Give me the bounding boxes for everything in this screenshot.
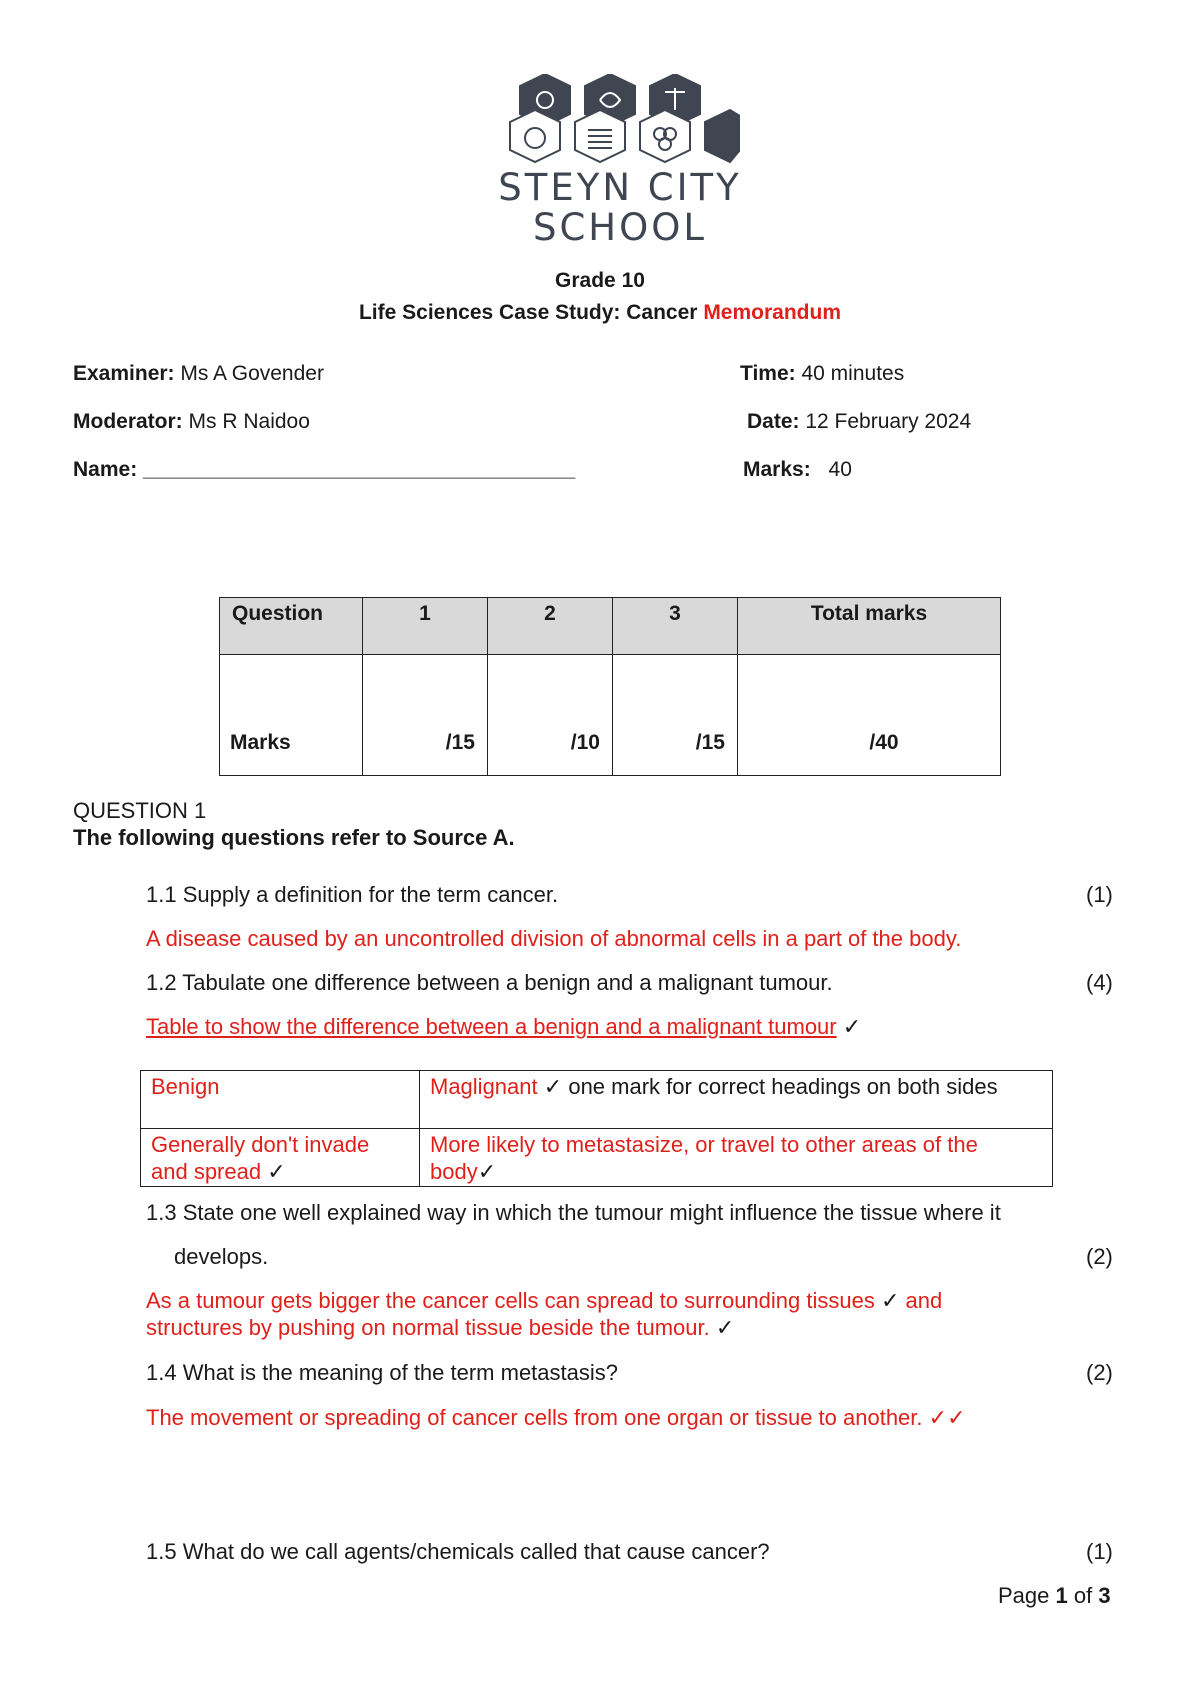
moderator-row [73,409,310,435]
tick-icon: ✓ [715,1315,735,1340]
benign-malignant-table [140,1070,1053,1187]
marks-q2: /10 [488,655,613,776]
bm-benign-trait: Generally don't invade and spread [151,1132,370,1184]
school-logo [500,74,740,254]
table-header-total: Total marks [738,598,1001,655]
a1-4-row [146,1404,966,1431]
page-word: Page [998,1583,1050,1608]
marks-q3: /15 [613,655,738,776]
tick-icon: ✓ [267,1159,286,1184]
date-value: 12 February 2024 [805,410,972,433]
tick-icon: ✓ [477,1159,497,1184]
bm-benign-heading: Benign [141,1071,420,1129]
memo-label: Memorandum [703,301,841,324]
marks-q1: /15 [363,655,488,776]
q1-1-marks: (1) [1086,882,1113,907]
tick-icon: ✓ [543,1074,563,1099]
date-label: Date: [747,410,800,433]
marks-value: 40 [828,458,852,481]
question1-title: QUESTION 1 [73,798,207,823]
marks-label: Marks: [743,458,811,481]
bm-malignant-trait: More likely to metastasize, or travel to other areas of the body [430,1132,978,1184]
name-label: Name: [73,458,138,481]
q1-3-marks: (2) [1086,1244,1113,1269]
name-blank: _____________________________________ [143,458,576,481]
examiner-label: Examiner: [73,362,175,385]
moderator-value: Ms R Naidoo [188,410,310,433]
bm-malignant-heading: Maglignant [430,1074,538,1099]
tick-icon: ✓ [842,1014,862,1039]
q1-4-marks: (2) [1086,1360,1113,1385]
tick-icon: ✓ [880,1288,900,1313]
examiner-row [73,361,324,387]
doc-subject: Life Sciences Case Study: Cancer [358,301,698,324]
a1-4-answer: The movement or spreading of cancer cells from one organ or tissue to another. [146,1405,923,1430]
table-header-q3: 3 [613,598,738,655]
page-total: 3 [1098,1583,1111,1608]
a1-1-answer: A disease caused by an uncontrolled division of abnormal cells in a part of the body. [146,926,962,951]
q1-1-text: 1.1 Supply a definition for the term cancer. [146,882,559,907]
time-row [740,361,904,387]
a1-3-line1 [146,1287,1146,1314]
table-header-q2: 2 [488,598,613,655]
marks-summary-table [219,597,1001,776]
question1-subtitle: The following questions refer to Source A. [73,825,515,850]
doc-title [0,300,1200,326]
a1-3-and: and [905,1288,943,1313]
date-row [747,409,971,435]
a1-3-line1-text: As a tumour gets bigger the cancer cells can spread to surrounding tissues [146,1288,875,1313]
a1-2-caption-row [146,1013,861,1040]
q1-2-text: 1.2 Tabulate one difference between a benign and a malignant tumour. [146,970,833,995]
bm-malignant-trait-cell [420,1129,1053,1187]
q1-3-text-line1: 1.3 State one well explained way in which the tumour might influence the tissue where it [146,1200,1001,1225]
school-name-line1: STEYN CITY [498,166,742,209]
bm-heading-note: one mark for correct headings on both sides [568,1074,998,1099]
marks-row-label: Marks [220,655,363,776]
q1-5-text: 1.5 What do we call agents/chemicals called that cause cancer? [146,1539,770,1564]
name-row [73,457,673,483]
q1-3-text-line2: develops. [174,1244,269,1269]
grade-heading: Grade 10 [555,269,645,292]
a1-2-caption: Table to show the difference between a benign and a malignant tumour [146,1014,837,1039]
table-header-q1: 1 [363,598,488,655]
q1-4-text: 1.4 What is the meaning of the term metastasis? [146,1360,619,1385]
time-value: 40 minutes [801,362,905,385]
moderator-label: Moderator: [73,410,183,433]
marks-total: /40 [738,655,1001,776]
examiner-value: Ms A Govender [180,362,324,385]
a1-3-answer [146,1287,1146,1341]
time-label: Time: [740,362,796,385]
bm-malignant-heading-cell [420,1071,1053,1129]
double-tick-icon: ✓✓ [928,1405,966,1430]
school-name-line2: SCHOOL [532,206,707,249]
page-footer [998,1582,1111,1609]
bm-benign-trait-cell [141,1129,420,1187]
q1-5-marks: (1) [1086,1539,1113,1564]
a1-3-line2 [146,1314,1146,1341]
of-word: of [1073,1583,1093,1608]
table-header-question: Question [220,598,363,655]
a1-3-line2-text: structures by pushing on normal tissue beside the tumour. [146,1315,710,1340]
q1-2-marks: (4) [1086,970,1113,995]
page-number: 1 [1055,1583,1068,1608]
marks-row [743,457,852,483]
